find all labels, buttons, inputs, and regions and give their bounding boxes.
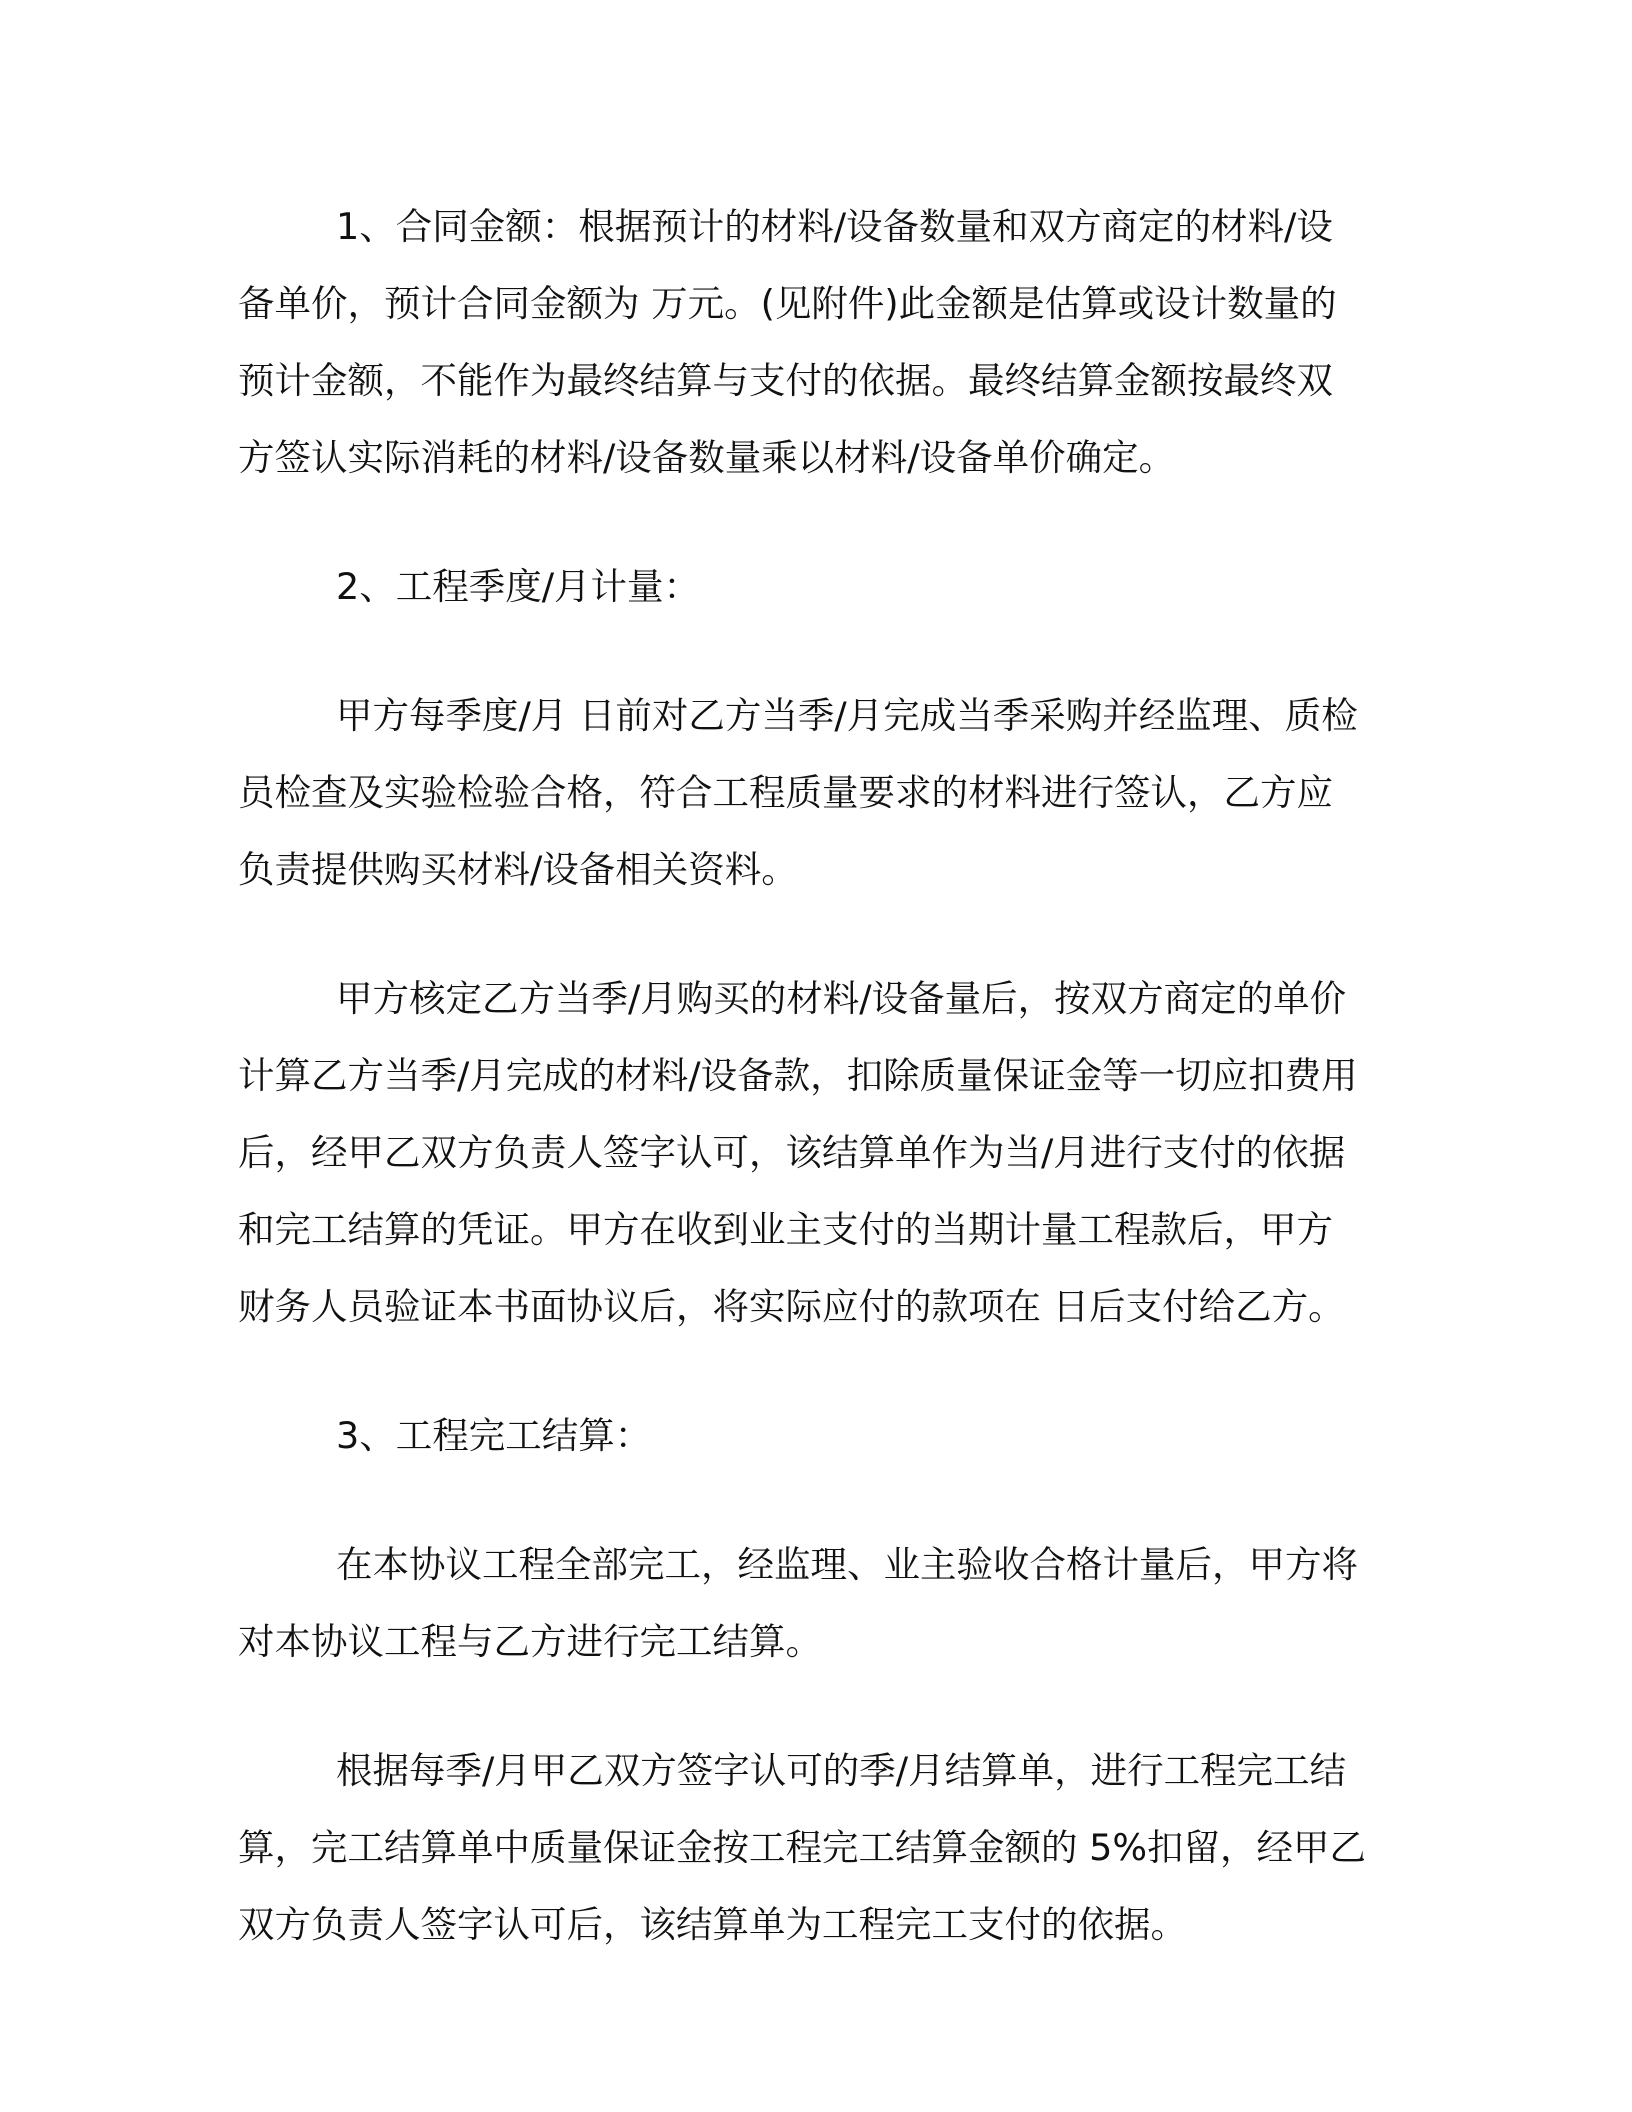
text-line: 计算乙方当季/月完成的材料/设备款，扣除质量保证金等一切应扣费用 [238, 1054, 1358, 1097]
text-line: 算，完工结算单中质量保证金按工程完工结算金额的 5%扣留，经甲乙 [238, 1826, 1367, 1869]
paragraph-completion-acceptance [238, 1526, 1388, 1680]
text-line: 甲方核定乙方当季/月购买的材料/设备量后，按双方商定的单价 [336, 977, 1347, 1020]
heading-quarterly-measurement [238, 548, 1388, 625]
heading-completion-settlement [238, 1397, 1388, 1474]
section-heading: 3、工程完工结算： [336, 1414, 652, 1457]
text-line: 备单价，预计合同金额为 万元。(见附件)此金额是估算或设计数量的 [238, 282, 1337, 325]
paragraph-quarterly-check [238, 677, 1388, 908]
text-line: 后，经甲乙双方负责人签字认可，该结算单作为当/月进行支付的依据 [238, 1131, 1346, 1174]
section-heading: 2、工程季度/月计量： [336, 565, 701, 608]
text-line: 财务人员验证本书面协议后，将实际应付的款项在 日后支付给乙方。 [238, 1285, 1345, 1328]
paragraph-contract-amount [238, 188, 1388, 496]
text-line: 1、合同金额：根据预计的材料/设备数量和双方商定的材料/设 [336, 205, 1333, 248]
text-line: 预计金额，不能作为最终结算与支付的依据。最终结算金额按最终双 [238, 359, 1333, 402]
text-line: 员检查及实验检验合格，符合工程质量要求的材料进行签认，乙方应 [238, 771, 1333, 814]
text-line: 负责提供购买材料/设备相关资料。 [238, 848, 798, 891]
text-line: 对本协议工程与乙方进行完工结算。 [238, 1620, 822, 1663]
document-body [238, 188, 1388, 2015]
text-line: 甲方每季度/月 日前对乙方当季/月完成当季采购并经监理、质检 [336, 694, 1358, 737]
text-line: 根据每季/月甲乙双方签字认可的季/月结算单，进行工程完工结 [336, 1749, 1347, 1792]
text-line: 在本协议工程全部完工，经监理、业主验收合格计量后，甲方将 [336, 1543, 1358, 1586]
paragraph-quarterly-payment [238, 960, 1388, 1345]
text-line: 和完工结算的凭证。甲方在收到业主支付的当期计量工程款后，甲方 [238, 1208, 1333, 1251]
paragraph-completion-basis [238, 1732, 1388, 1963]
text-line: 双方负责人签字认可后，该结算单为工程完工支付的依据。 [238, 1903, 1187, 1946]
text-line: 方签认实际消耗的材料/设备数量乘以材料/设备单价确定。 [238, 436, 1176, 479]
